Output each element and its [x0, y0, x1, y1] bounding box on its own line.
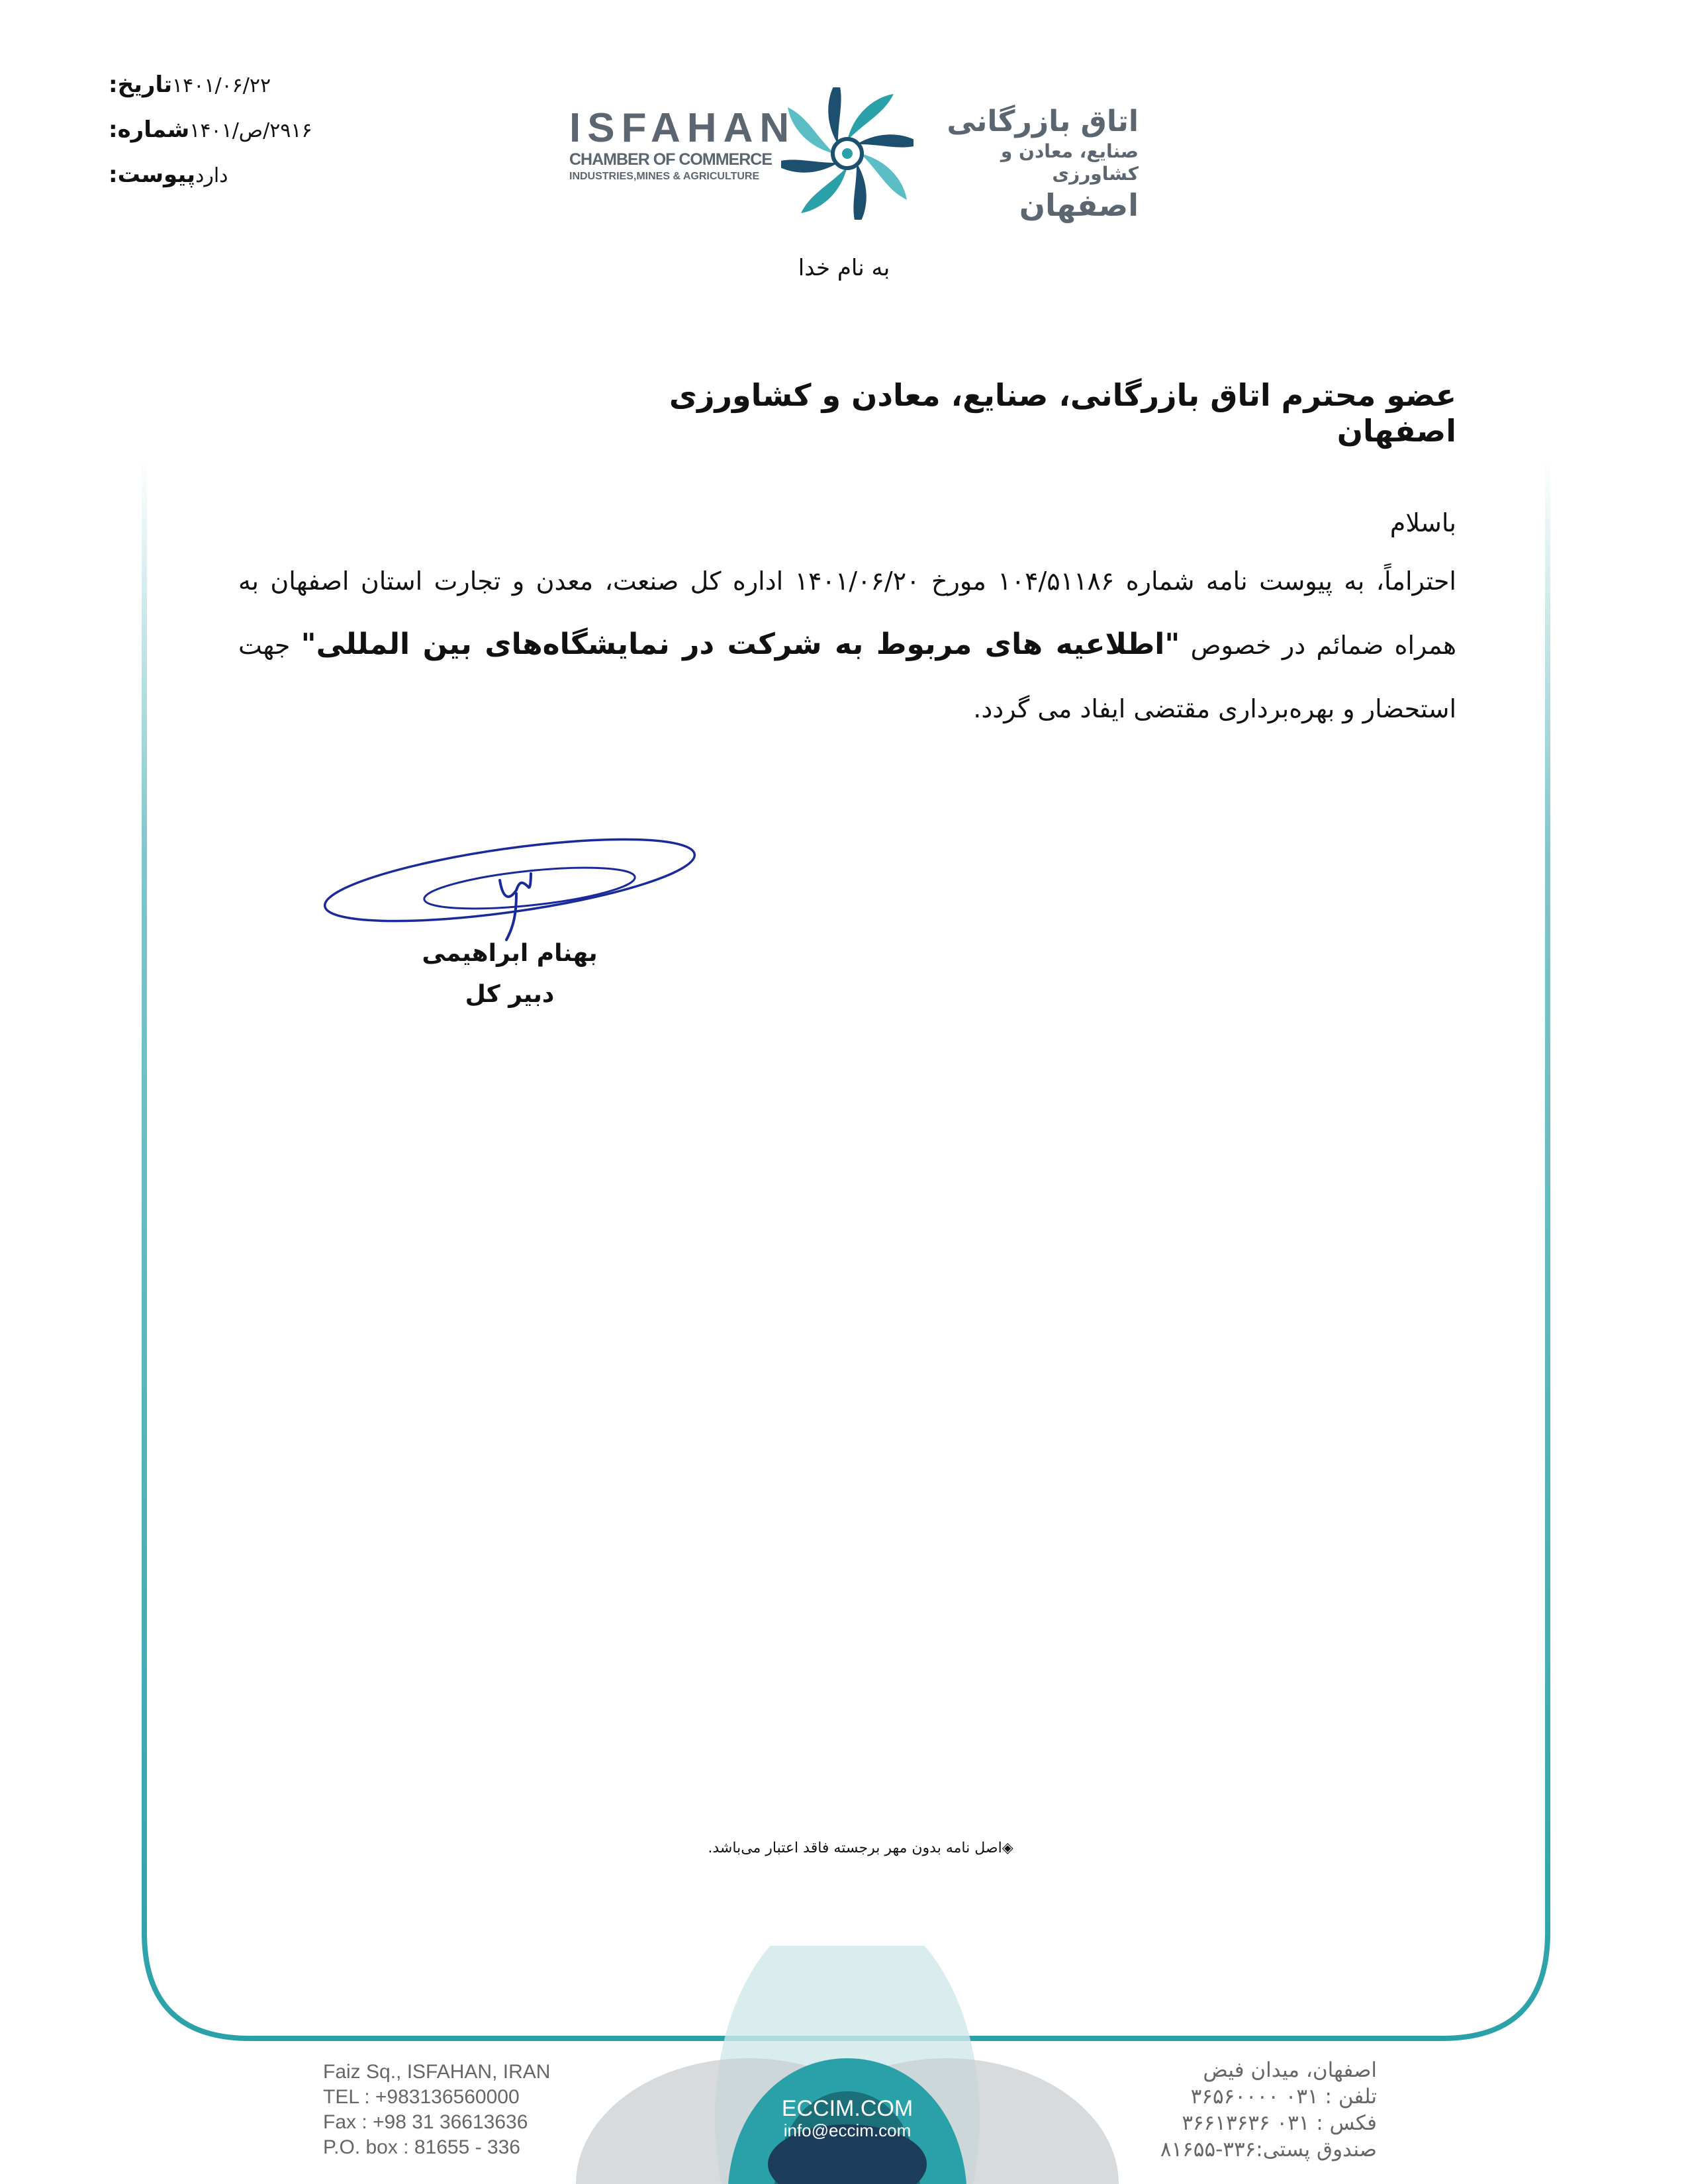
address-en-line4: P.O. box : 81655 - 336 — [323, 2136, 520, 2158]
signer-block — [410, 933, 609, 1015]
besmellah: به نام خدا — [798, 255, 890, 281]
logo-name-en: ISFAHAN — [569, 105, 796, 151]
address-en-line3: Fax : +98 31 36613636 — [323, 2111, 528, 2133]
address-english — [323, 2060, 601, 2160]
footnote — [662, 1840, 1059, 1856]
address-en-line1: Faiz Sq., ISFAHAN, IRAN — [323, 2061, 551, 2083]
date-row — [99, 71, 318, 116]
letter-meta — [99, 71, 318, 206]
address-fa-line3: فکس : ۰۳۱ ۳۶۶۱۳۶۳۶ — [1182, 2111, 1377, 2135]
attachment-label: پیوست: — [109, 161, 195, 188]
attachment-value: دارد — [195, 164, 228, 187]
address-fa-line1: اصفهان، میدان فیض — [1203, 2058, 1377, 2082]
footer-emblem-art — [576, 1946, 1119, 2184]
number-label: شماره: — [109, 116, 190, 143]
recipient-heading: عضو محترم اتاق بازرگانی، صنایع، معادن و کشاورزی اصفهان — [669, 377, 1456, 449]
number-value: ۲۹۱۶/ص/۱۴۰۱ — [189, 119, 312, 142]
logo-line3-en: INDUSTRIES,MINES & AGRICULTURE — [569, 171, 760, 182]
attachment-row — [99, 161, 318, 206]
body-part2: جهت استحضار و بهره‌برداری مقتضی ایفاد می گردد. — [238, 631, 1456, 723]
signer-name: بهنام ابراهیمی — [422, 940, 598, 967]
address-persian — [1125, 2057, 1377, 2163]
logo-english — [569, 105, 796, 184]
footer-website — [735, 2097, 960, 2140]
address-fa-line2: تلفن : ۰۳۱ ۳۶۵۶۰۰۰۰ — [1190, 2085, 1377, 2109]
logo-persian — [920, 103, 1139, 225]
body-part1: احتراماً، به پیوست نامه شماره ۱۰۴/۵۱۱۸۶ مورخ ۱۴۰۱/۰۶/۲۰ اداره کل صنعت، معدن و تجارت استان اصفهان به همراه ضمائم در خصوص — [238, 567, 1456, 660]
website-email[interactable]: info@eccim.com — [783, 2120, 912, 2140]
address-en-line2: TEL : +983136560000 — [323, 2086, 520, 2108]
body-paragraph — [238, 549, 1456, 741]
greeting: باسلام — [1389, 508, 1456, 537]
logo-line1-fa: اتاق بازرگانی — [947, 105, 1139, 138]
logo-line2-fa: صنایع، معادن و کشاورزی — [1000, 140, 1139, 185]
letter-body — [238, 496, 1456, 741]
logo-line3-fa: اصفهان — [1019, 187, 1139, 223]
footnote-text: اصل نامه بدون مهر برجسته فاقد اعتبار می‌باشد. — [708, 1840, 1002, 1856]
subject-text: "اطلاعیه های مربوط به شرکت در نمایشگاه‌های بین المللی" — [301, 627, 1180, 661]
diamond-icon: ◈ — [1002, 1840, 1013, 1856]
signer-title: دبیر کل — [465, 981, 555, 1008]
date-value: ۱۴۰۱/۰۶/۲۲ — [171, 74, 271, 97]
chamber-logo-icon — [781, 87, 914, 220]
address-fa-line4: صندوق پستی:۳۳۶-۸۱۶۵۵ — [1160, 2138, 1377, 2161]
website-domain[interactable]: ECCIM.COM — [781, 2096, 914, 2121]
number-row — [99, 116, 318, 161]
logo-line2-en: CHAMBER OF COMMERCE — [569, 150, 772, 169]
date-label: تاریخ: — [109, 71, 172, 98]
